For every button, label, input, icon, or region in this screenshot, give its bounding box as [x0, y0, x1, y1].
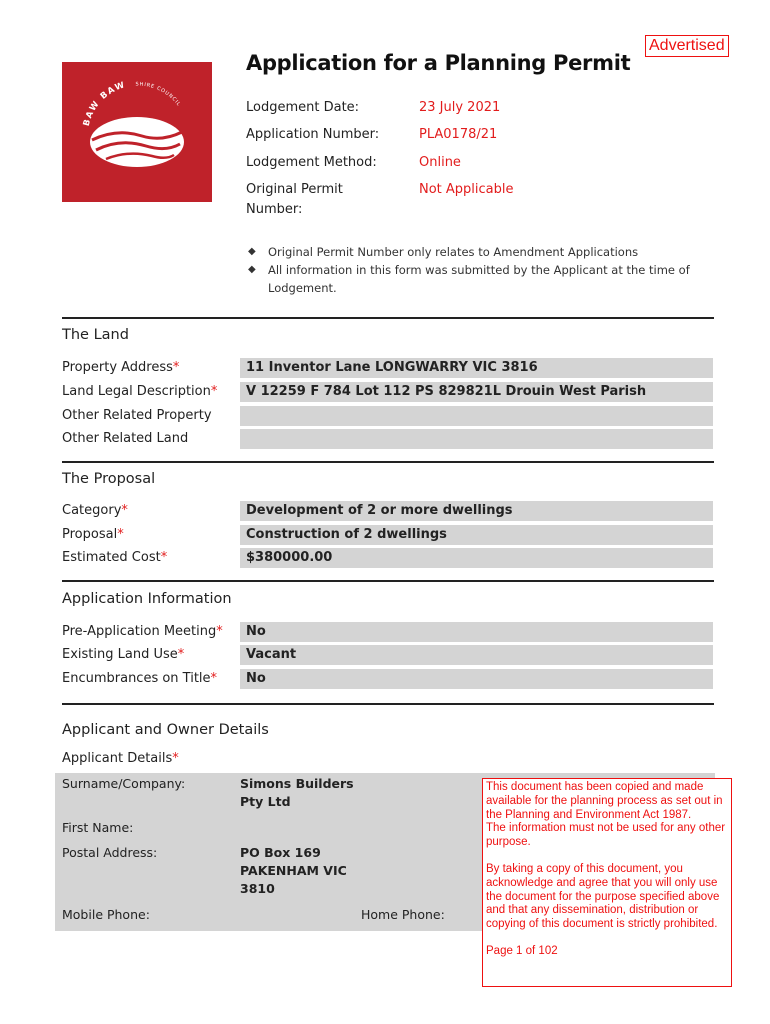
- list-item: ◆ All information in this form was submitted by the Applicant at the time of Lodgement.: [248, 263, 690, 295]
- estimated-cost-label: Estimated Cost*: [62, 550, 168, 565]
- other-land-label: Other Related Land: [62, 431, 189, 446]
- original-permit-label: Original Permit: [246, 182, 343, 197]
- proposal-label: Proposal*: [62, 527, 124, 542]
- section-title-applicant: Applicant and Owner Details: [62, 722, 269, 738]
- mobile-phone-label: Mobile Phone:: [62, 907, 150, 922]
- list-item: ◆ Original Permit Number only relates to Amendment Applications: [248, 245, 639, 259]
- divider: [62, 461, 714, 463]
- lodgement-date-value: 23 July 2021: [419, 100, 501, 115]
- section-title-proposal: The Proposal: [62, 471, 156, 487]
- section-title-land: The Land: [62, 327, 129, 343]
- lodgement-date-label: Lodgement Date:: [246, 100, 360, 115]
- disclaimer-text: This document has been copied and made available for the planning process as set out in the Planning and Environment Act 1987.: [486, 781, 723, 821]
- svg-text:BAW BAW: BAW BAW: [81, 80, 128, 128]
- original-permit-label-cont: Number:: [246, 202, 303, 217]
- property-address-label: Property Address*: [62, 360, 180, 375]
- lodgement-method-value: Online: [419, 155, 461, 170]
- postal-address-label: Postal Address:: [62, 845, 158, 860]
- applicant-details-label: Applicant Details*: [62, 751, 179, 766]
- encumbrances-label: Encumbrances on Title*: [62, 671, 218, 686]
- category-label: Category*: [62, 503, 128, 518]
- original-permit-value: Not Applicable: [419, 182, 514, 197]
- first-name-label: First Name:: [62, 820, 134, 835]
- estimated-cost-field: $380000.00: [240, 548, 713, 568]
- home-phone-label: Home Phone:: [361, 907, 445, 922]
- bullet-icon: ◆: [248, 264, 256, 275]
- page-number: Page 1 of 102: [486, 944, 558, 957]
- other-land-field: [240, 429, 713, 449]
- encumbrances-field: No: [240, 669, 713, 689]
- notes-list: [246, 243, 706, 297]
- divider: [62, 703, 714, 705]
- lodgement-method-label: Lodgement Method:: [246, 155, 377, 170]
- surname-value: Simons Builders: [240, 776, 354, 791]
- postal-address-line-3: 3810: [240, 881, 275, 896]
- pre-meeting-field: No: [240, 622, 713, 642]
- category-field: Development of 2 or more dwellings: [240, 501, 713, 521]
- surname-value-cont: Pty Ltd: [240, 794, 291, 809]
- postal-address-line-1: PO Box 169: [240, 845, 321, 860]
- bullet-icon: ◆: [248, 246, 256, 257]
- disclaimer-text: By taking a copy of this document, you acknowledge and agree that you will only use the document for the purpose specified above and that any dissemination, distribution or copying of this document is strictly prohibited.: [486, 862, 720, 931]
- legal-description-label: Land Legal Description*: [62, 384, 218, 399]
- divider: [62, 317, 714, 319]
- other-property-label: Other Related Property: [62, 408, 212, 423]
- pre-meeting-label: Pre-Application Meeting*: [62, 624, 223, 639]
- baw-baw-logo-icon: [62, 62, 212, 202]
- other-property-field: [240, 406, 713, 426]
- land-use-field: Vacant: [240, 645, 713, 665]
- proposal-field: Construction of 2 dwellings: [240, 525, 713, 545]
- svg-text:SHIRE COUNCIL: SHIRE COUNCIL: [135, 81, 182, 108]
- council-logo: [62, 62, 212, 202]
- application-number-label: Application Number:: [246, 127, 380, 142]
- section-title-application: Application Information: [62, 591, 232, 607]
- application-number-value: PLA0178/21: [419, 127, 498, 142]
- page-title: Application for a Planning Permit: [246, 51, 631, 75]
- land-use-label: Existing Land Use*: [62, 647, 185, 662]
- surname-label: Surname/Company:: [62, 776, 186, 791]
- property-address-field: 11 Inventor Lane LONGWARRY VIC 3816: [240, 358, 713, 378]
- copyright-disclaimer: [482, 778, 732, 987]
- legal-description-field: V 12259 F 784 Lot 112 PS 829821L Drouin West Parish: [240, 382, 713, 402]
- advertised-stamp: Advertised: [645, 35, 729, 57]
- postal-address-line-2: PAKENHAM VIC: [240, 863, 347, 878]
- divider: [62, 580, 714, 582]
- disclaimer-text: The information must not be used for any other purpose.: [486, 822, 726, 849]
